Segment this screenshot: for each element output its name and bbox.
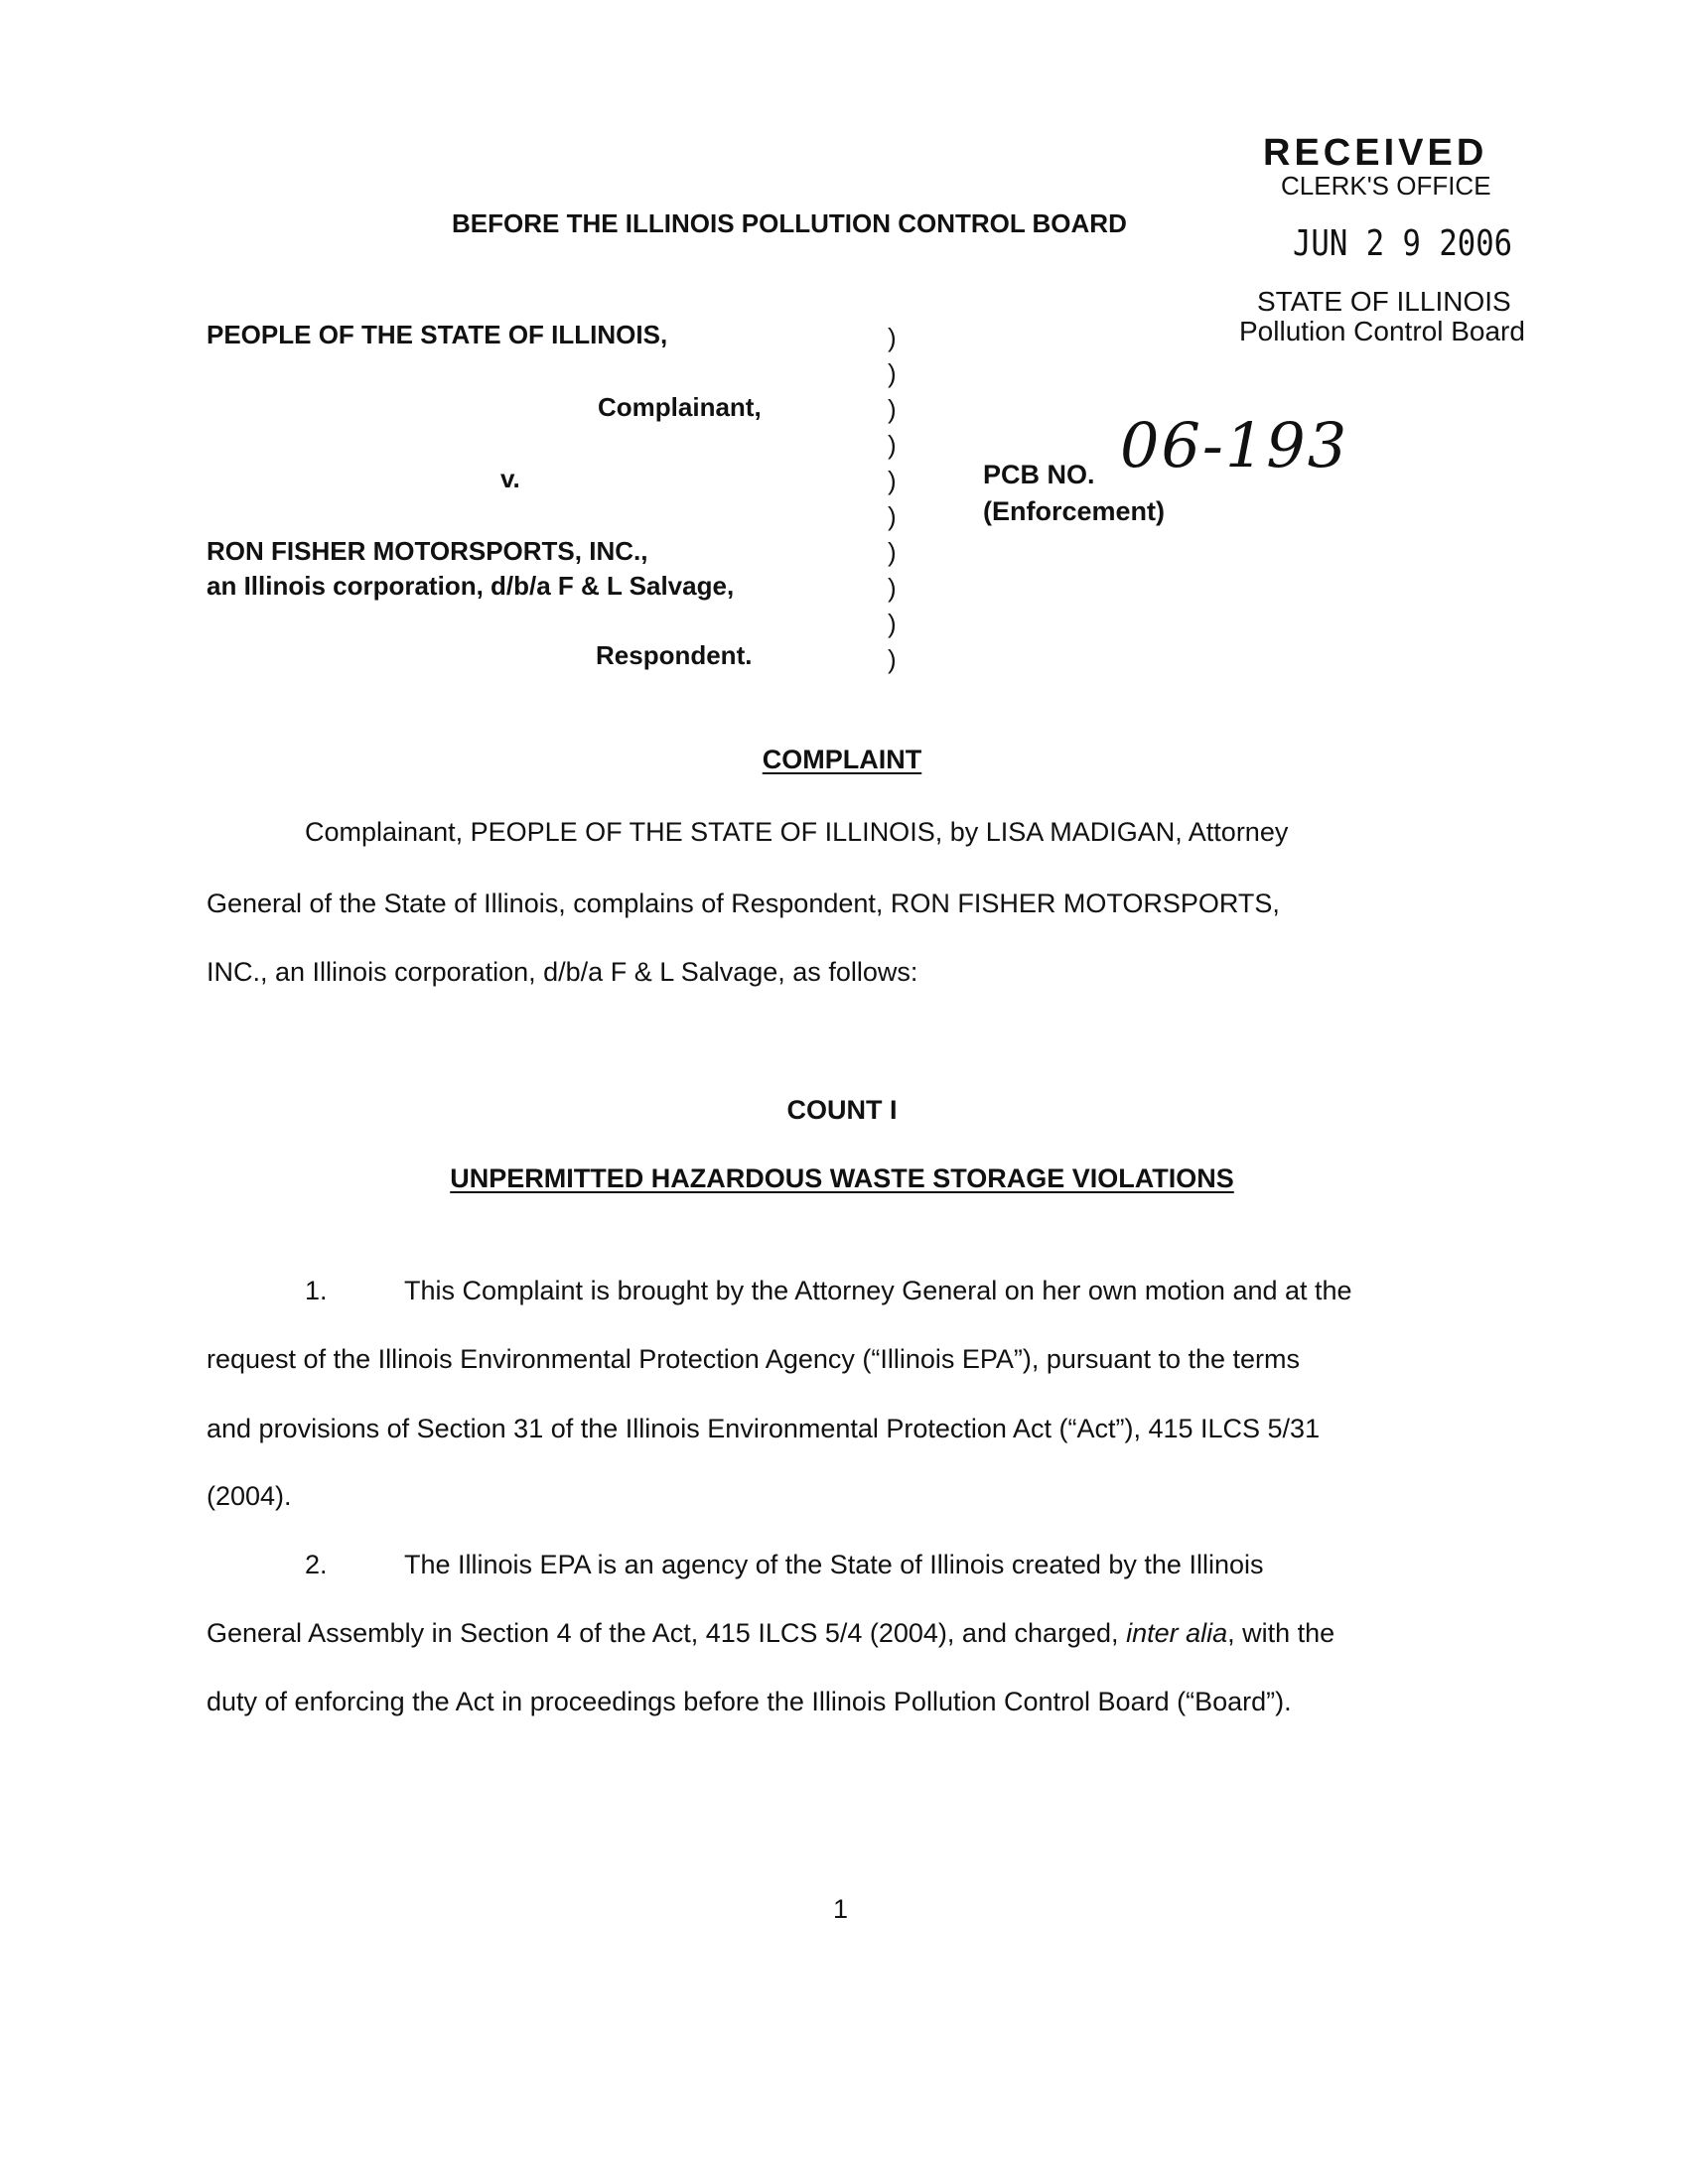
pcb-label: PCB NO. xyxy=(983,460,1095,489)
paragraph-2-line-2-tail: , with the xyxy=(1227,1618,1335,1648)
respondent-role: Respondent. xyxy=(596,640,753,670)
paragraph-1-number: 1. xyxy=(305,1276,328,1305)
document-title xyxy=(0,745,1684,775)
received-stamp-office: CLERK'S OFFICE xyxy=(1281,171,1491,201)
count-heading: COUNT I xyxy=(786,1095,898,1125)
paragraph-1-line-4: (2004). xyxy=(207,1481,292,1511)
intro-line-3: INC., an Illinois corporation, d/b/a F & L Salvage, as follows: xyxy=(207,957,918,987)
complainant-name: PEOPLE OF THE STATE OF ILLINOIS, xyxy=(207,320,668,349)
document-title-text: COMPLAINT xyxy=(762,745,922,774)
respondent-description: an Illinois corporation, d/b/a F & L Salvage, xyxy=(207,571,735,601)
paragraph-2-line-3: duty of enforcing the Act in proceedings before the Illinois Pollution Control Board (“Board”). xyxy=(207,1687,1292,1716)
paragraph-1-line-2: request of the Illinois Environmental Protection Agency (“Illinois EPA”), pursuant to the terms xyxy=(207,1344,1301,1374)
paragraph-2-line-2-text: General Assembly in Section 4 of the Act, 415 ILCS 5/4 (2004), and charged, xyxy=(207,1618,1119,1648)
page-number: 1 xyxy=(833,1894,849,1924)
paragraph-2-italic-term: inter alia xyxy=(1126,1618,1228,1648)
received-stamp-state: STATE OF ILLINOIS xyxy=(1257,286,1511,317)
pcb-number-handwritten: 06-193 xyxy=(1120,409,1349,481)
complainant-role: Complainant, xyxy=(598,392,762,422)
intro-line-1: Complainant, PEOPLE OF THE STATE OF ILLINOIS, by LISA MADIGAN, Attorney xyxy=(305,817,1289,847)
case-type: (Enforcement) xyxy=(983,496,1166,526)
received-stamp-board: Pollution Control Board xyxy=(1239,316,1525,346)
respondent-name: RON FISHER MOTORSPORTS, INC., xyxy=(207,536,648,566)
court-title: BEFORE THE ILLINOIS POLLUTION CONTROL BOARD xyxy=(452,208,1127,238)
caption-parentheses: ) ) ) ) ) ) ) ) ) ) xyxy=(888,323,897,674)
paragraph-2-number: 2. xyxy=(305,1550,328,1579)
received-stamp-title: RECEIVED xyxy=(1263,132,1488,174)
count-subheading xyxy=(0,1163,1684,1194)
paragraph-2-line-2 xyxy=(207,1618,1334,1649)
paragraph-2-line-1: The Illinois EPA is an agency of the State of Illinois created by the Illinois xyxy=(404,1550,1264,1579)
paragraph-1-line-1: This Complaint is brought by the Attorney General on her own motion and at the xyxy=(404,1276,1352,1305)
versus: v. xyxy=(500,464,520,493)
received-stamp-date: JUN 2 9 2006 xyxy=(1293,223,1513,264)
intro-line-2: General of the State of Illinois, complains of Respondent, RON FISHER MOTORSPORTS, xyxy=(207,888,1280,918)
paragraph-1-line-3: and provisions of Section 31 of the Illinois Environmental Protection Act (“Act”), 415 ILCS 5/31 xyxy=(207,1414,1321,1443)
count-subheading-text: UNPERMITTED HAZARDOUS WASTE STORAGE VIOLATIONS xyxy=(450,1163,1234,1193)
